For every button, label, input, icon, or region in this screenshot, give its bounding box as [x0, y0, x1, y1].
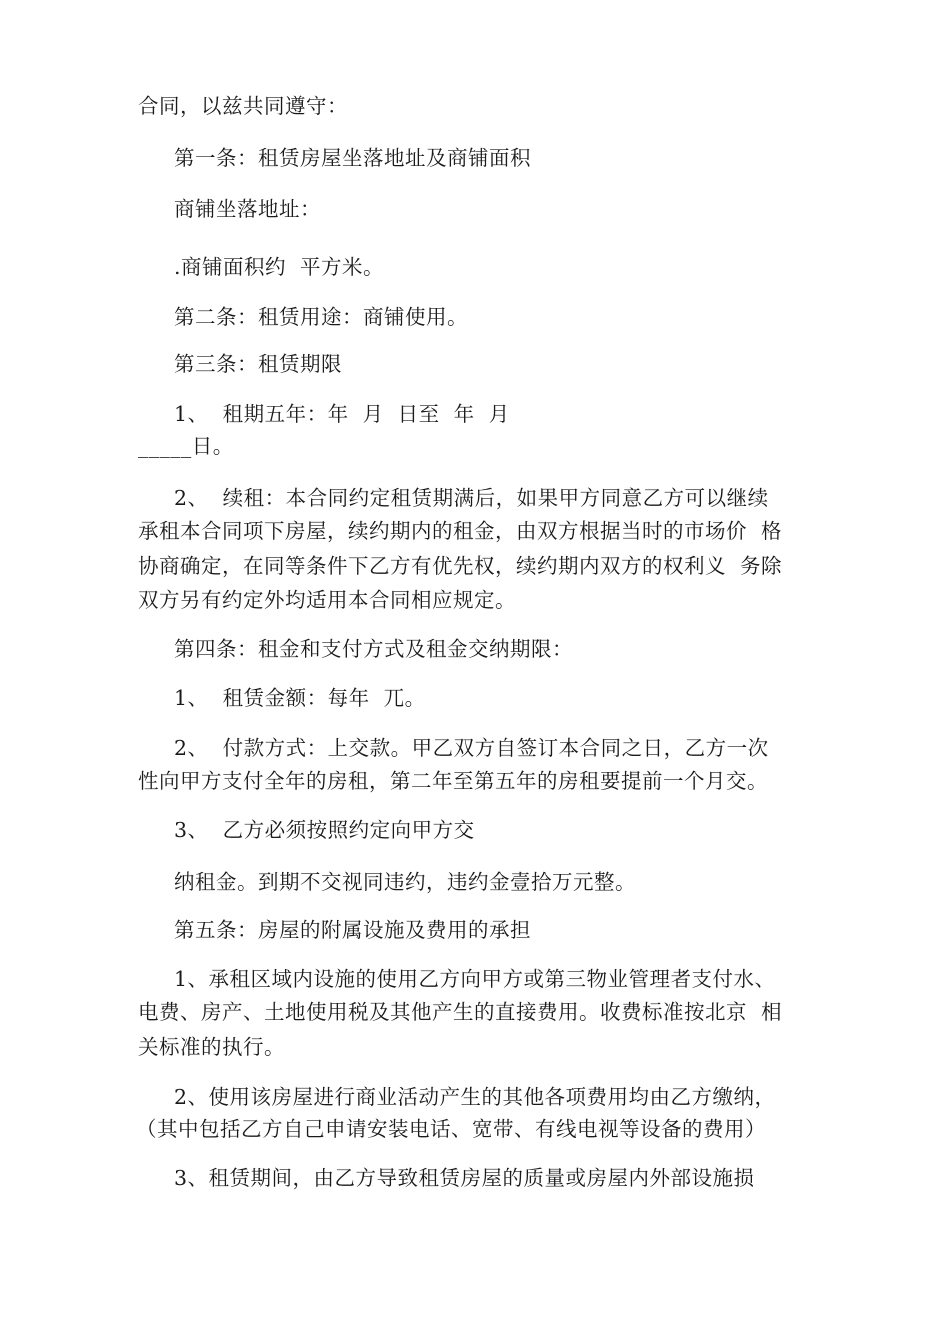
- article-4-heading: 第四条：租金和支付方式及租金交纳期限：: [174, 637, 573, 661]
- text-line: 协商确定，在同等条件下乙方有优先权，续约期内双方的权利义 务除: [138, 554, 783, 578]
- article-5-heading: 第五条：房屋的附属设施及费用的承担: [174, 918, 531, 942]
- article-3-heading: 第三条：租赁期限: [174, 352, 342, 376]
- text-line: 承租本合同项下房屋，续约期内的租金，由双方根据当时的市场价 格: [138, 519, 783, 543]
- text-line: 2、 付款方式：上交款。甲乙双方自签订本合同之日，乙方一次: [174, 736, 769, 760]
- text-line: 关标准的执行。: [138, 1035, 285, 1059]
- text-line: 1、 租赁金额：每年 兀。: [174, 686, 426, 710]
- text-line: 2、使用该房屋进行商业活动产生的其他各项费用均由乙方缴纳，: [174, 1085, 776, 1109]
- text-line: 性向甲方支付全年的房租，第二年至第五年的房租要提前一个月交。: [138, 769, 768, 793]
- text-line: （其中包括乙方自己申请安装电话、宽带、有线电视等设备的费用）: [136, 1117, 766, 1141]
- text-line: 合同，以兹共同遵守：: [138, 94, 348, 118]
- text-line: 2、 续租：本合同约定租赁期满后，如果甲方同意乙方可以继续: [174, 486, 769, 510]
- text-line: 3、 乙方必须按照约定向甲方交: [174, 818, 475, 842]
- article-2-heading: 第二条：租赁用途：商铺使用。: [174, 305, 468, 329]
- text-line: 3、租赁期间，由乙方导致租赁房屋的质量或房屋内外部设施损: [174, 1166, 755, 1190]
- text-line: 纳租金。到期不交视同违约，违约金壹拾万元整。: [174, 870, 636, 894]
- text-line: 电费、房产、土地使用税及其他产生的直接费用。收费标准按北京 相: [138, 1000, 783, 1024]
- article-1-heading: 第一条：租赁房屋坐落地址及商铺面积: [174, 146, 531, 170]
- text-line: .商铺面积约 平方米。: [174, 255, 385, 279]
- text-line: 1、承租区域内设施的使用乙方向甲方或第三物业管理者支付水、: [174, 967, 776, 991]
- text-line: 商铺坐落地址：: [174, 197, 321, 221]
- text-line: 1、 租期五年：年 月 日至 年 月: [174, 402, 510, 426]
- text-line: _____日。: [138, 434, 234, 458]
- text-line: 双方另有约定外均适用本合同相应规定。: [138, 588, 516, 612]
